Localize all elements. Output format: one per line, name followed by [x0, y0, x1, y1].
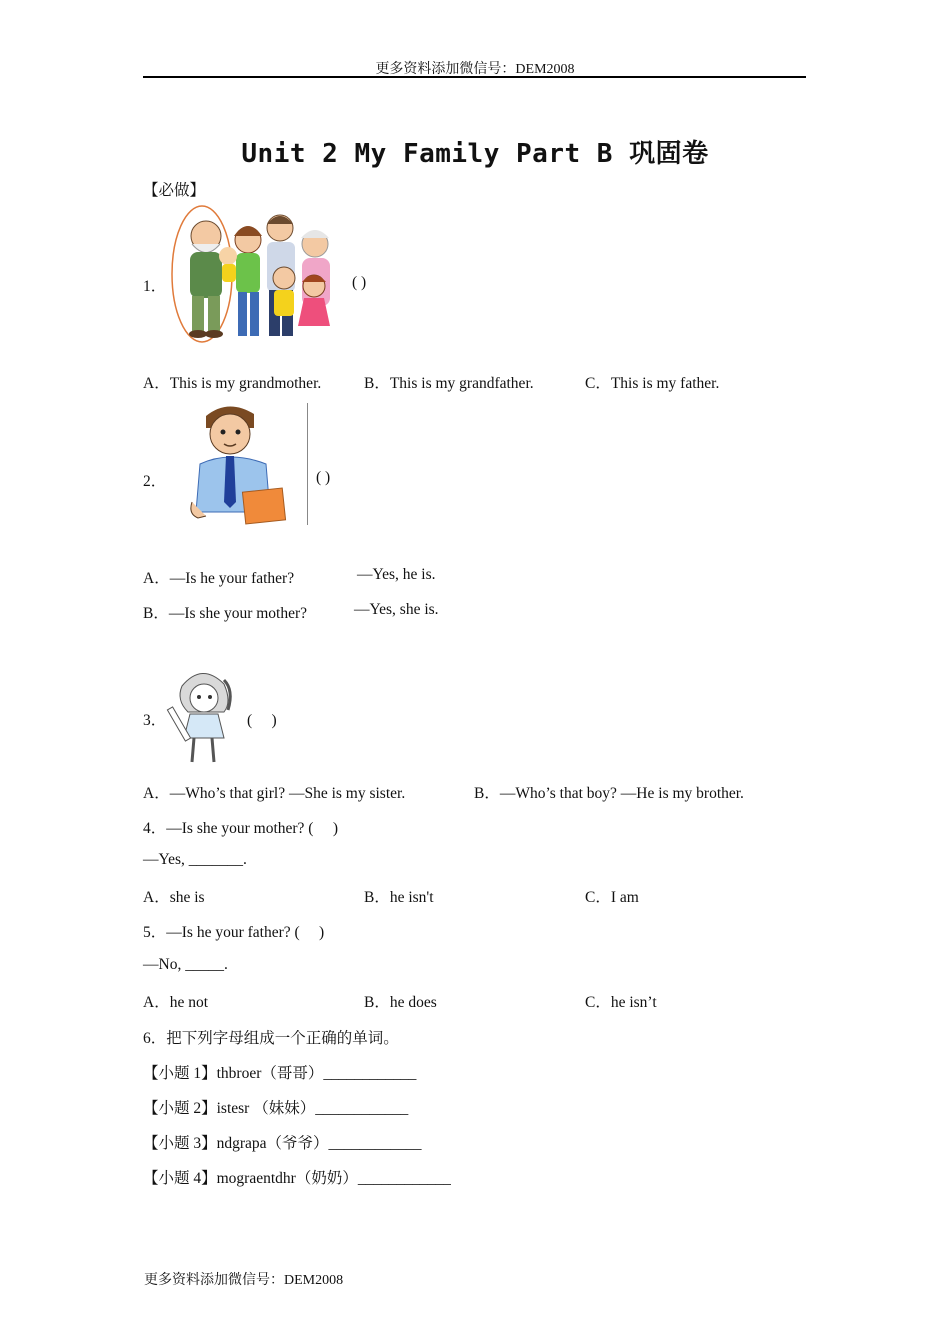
- q1-option-a: [143, 371, 321, 393]
- option-letter: A．: [143, 570, 170, 587]
- q3-option-a: [143, 781, 405, 803]
- q1-option-c: [585, 371, 719, 393]
- option-letter: B．: [143, 605, 169, 622]
- header-divider: [143, 76, 806, 78]
- man-with-book-picture: [188, 402, 288, 526]
- option-letter: B．: [364, 994, 390, 1011]
- q2-option-a-answer: —Yes, he is.: [357, 566, 436, 583]
- page-footer: 更多资料添加微信号：DEM2008: [144, 1273, 344, 1288]
- option-text: This is my grandfather.: [389, 375, 534, 392]
- q2-option-b: [143, 601, 307, 623]
- option-letter: B．: [364, 375, 390, 392]
- q6-item: 【小题 4】mograentdhr（奶奶）____________: [143, 1170, 451, 1187]
- q6-item: 【小题 3】ndgrapa（爷爷）____________: [143, 1135, 422, 1152]
- picture-divider: [307, 403, 308, 525]
- q3-number: 3．: [143, 712, 167, 729]
- option-text: he isn't: [389, 889, 434, 906]
- q5-option-a: [143, 990, 208, 1012]
- q6-item: 【小题 1】thbroer（哥哥）____________: [143, 1065, 417, 1082]
- q6-item: 【小题 2】istesr （妹妹）____________: [143, 1100, 409, 1117]
- q4-stem: 4．—Is she your mother? ( ): [143, 820, 338, 837]
- q4-option-a: [143, 885, 205, 907]
- option-letter: A．: [143, 785, 170, 802]
- q1-option-b: [364, 371, 534, 393]
- q5-answer-line: —No, _____.: [143, 956, 228, 973]
- q5-stem: 5．—Is he your father? ( ): [143, 924, 325, 941]
- option-letter: A．: [143, 375, 170, 392]
- option-text: he isn’t: [610, 994, 657, 1011]
- q1-number: 1．: [143, 278, 167, 295]
- q5-option-c: [585, 990, 657, 1012]
- option-text: I am: [610, 889, 639, 906]
- q4-option-b: [364, 885, 434, 907]
- q4-answer-line: —Yes, _______.: [143, 851, 247, 868]
- q2-number: 2．: [143, 473, 167, 490]
- q6-stem: 6．把下列字母组成一个正确的单词。: [143, 1030, 399, 1047]
- option-text: This is my father.: [610, 375, 720, 392]
- girl-picture: [168, 666, 234, 766]
- option-letter: C．: [585, 375, 611, 392]
- page-header: 更多资料添加微信号：DEM2008: [375, 62, 575, 77]
- q4-option-c: [585, 885, 639, 907]
- option-letter: A．: [143, 994, 170, 1011]
- option-letter: C．: [585, 889, 611, 906]
- section-label: 【必做】: [143, 182, 206, 199]
- option-text: he not: [169, 994, 209, 1011]
- option-question: —Is she your mother?: [168, 605, 308, 622]
- option-text: —Who’s that boy? —He is my brother.: [499, 785, 744, 802]
- q3-blank: ( ): [247, 712, 277, 729]
- option-letter: B．: [364, 889, 390, 906]
- option-text: she is: [169, 889, 205, 906]
- option-text: This is my grandmother.: [169, 375, 322, 392]
- q1-blank: ( ): [352, 274, 367, 291]
- q2-blank: ( ): [316, 469, 331, 486]
- q2-option-a: [143, 566, 294, 588]
- option-text: he does: [389, 994, 437, 1011]
- option-letter: B．: [474, 785, 500, 802]
- q3-option-b: [474, 781, 744, 803]
- q5-option-b: [364, 990, 437, 1012]
- option-letter: A．: [143, 889, 170, 906]
- family-picture: [168, 206, 344, 344]
- option-letter: C．: [585, 994, 611, 1011]
- page-title: Unit 2 My Family Part B 巩固卷: [241, 139, 709, 169]
- option-text: —Who’s that girl? —She is my sister.: [169, 785, 406, 802]
- option-question: —Is he your father?: [169, 570, 295, 587]
- q2-option-b-answer: —Yes, she is.: [354, 601, 439, 618]
